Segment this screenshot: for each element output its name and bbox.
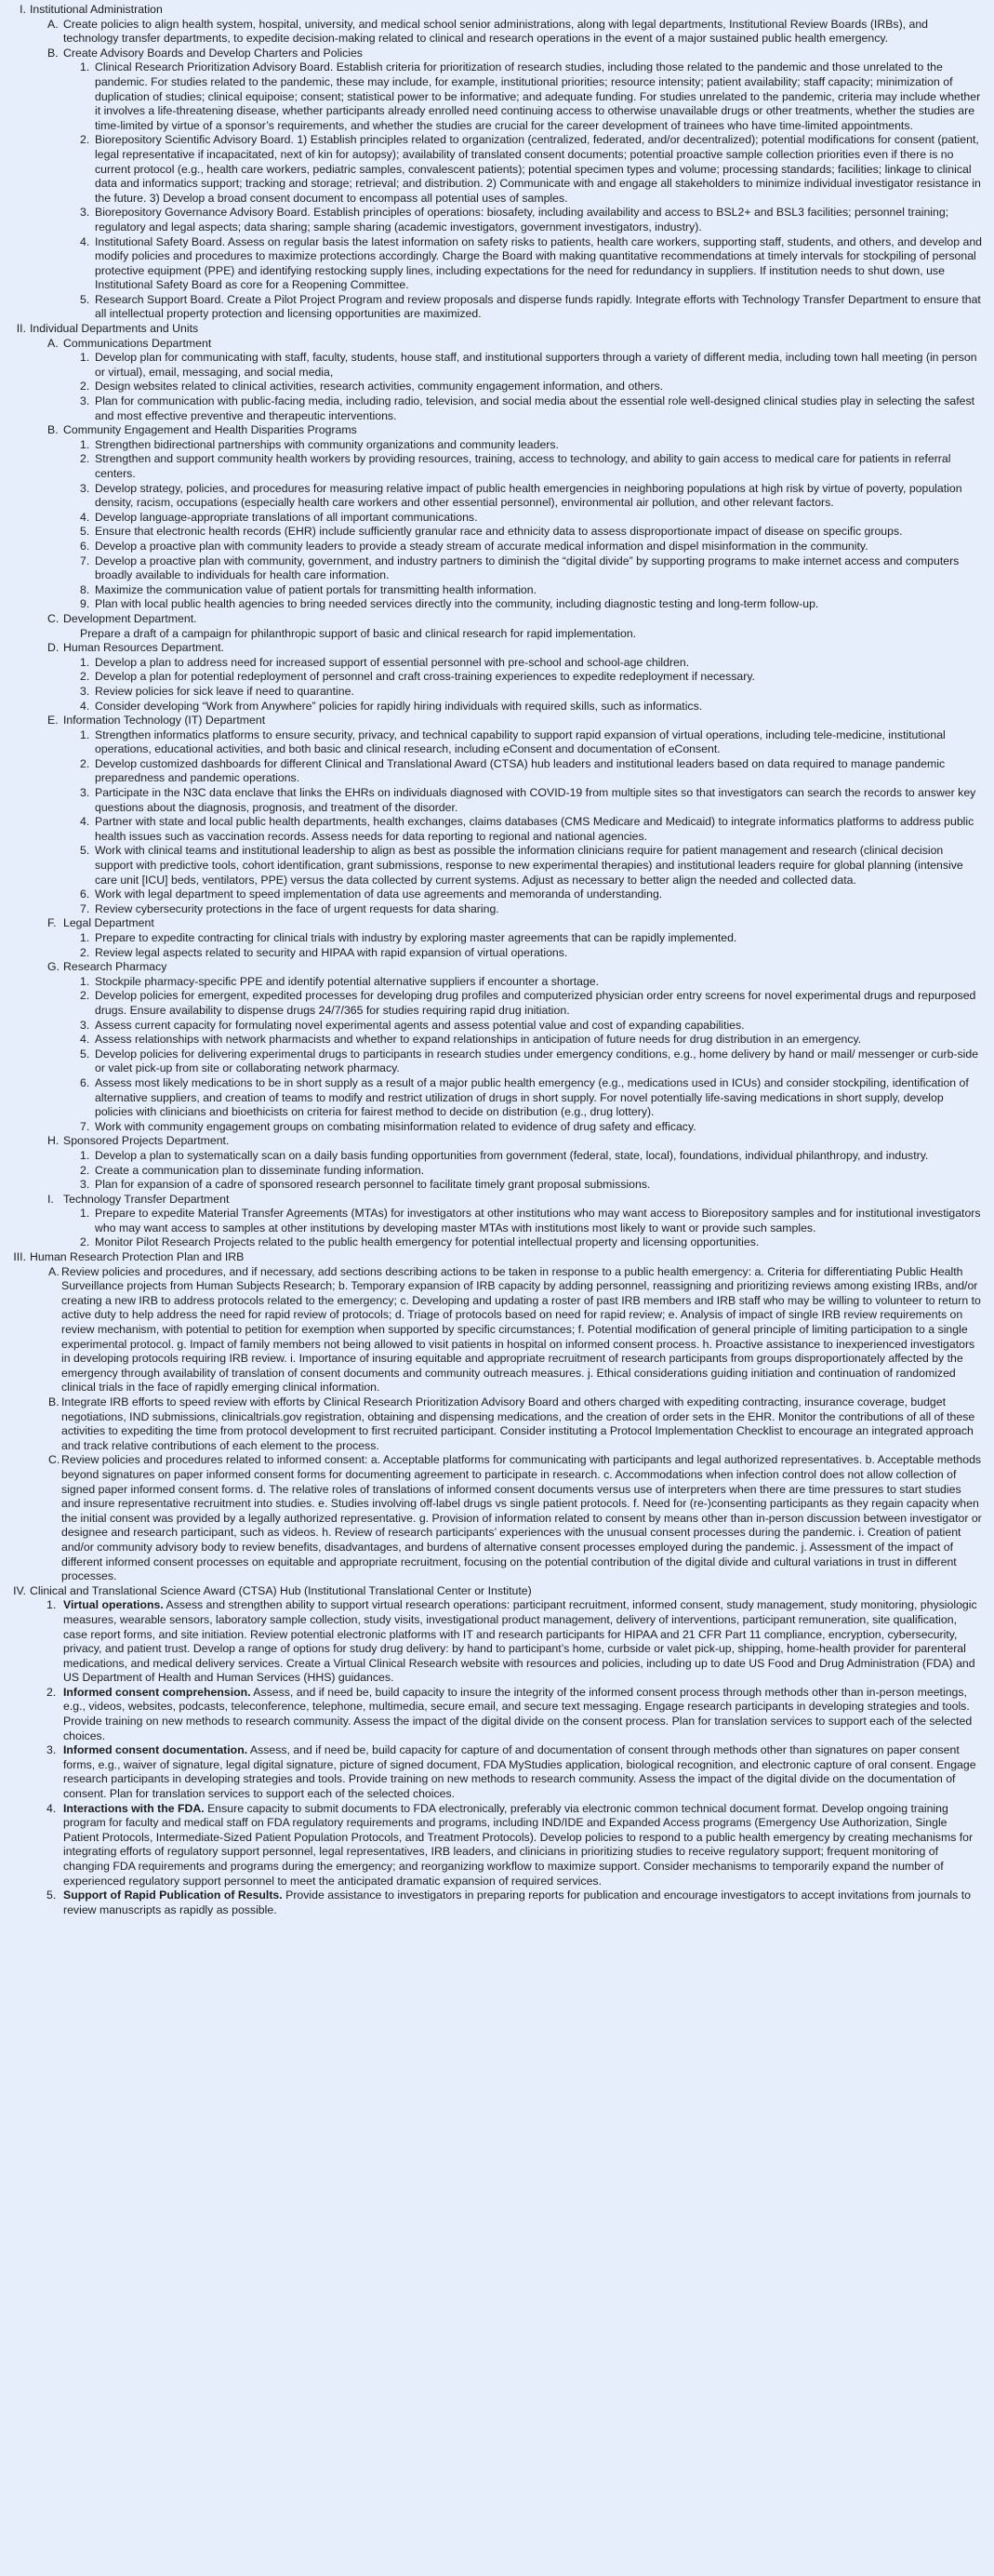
subsection-title: Legal Department [63, 916, 154, 930]
item-text: Develop policies for emergent, expedited processes for developing drug profiles and computerized physician order entry screens for novel experimental drugs and repurposed drugs. Ensure availability to dispense drugs 24/7/365 for studies requiring rapid drug initiation. [95, 989, 976, 1017]
paragraph-marker: C. [48, 1453, 60, 1467]
subsection-marker: B. [47, 46, 59, 60]
item-text: Assess most likely medications to be in short supply as a result of a major public health emergency (e.g., medications used in ICUs) and consider stockpiling, identification of alternative suppliers, and creation of teams to modify and restrict utilization of drugs in short supply. For novel potentially life-saving medications in short supply, develop policies with clinicians and bioethicists on criteria for fairest method to decide on distribution (e.g., drug lottery). [95, 1075, 969, 1119]
item-text: Work with community engagement groups on combating misinformation related to evidence of drug safety and efficacy. [95, 1119, 696, 1133]
item-marker: 4. [80, 234, 90, 248]
list-item [63, 293, 983, 322]
item-marker: 1. [80, 727, 90, 741]
subsection [30, 47, 983, 322]
item-marker: 4. [80, 510, 90, 524]
item-text: Develop language-appropriate translations of all important communications. [95, 510, 478, 524]
item-text: Plan with local public health agencies to bring needed services directly into the community, including diagnostic testing and long-term follow-up. [95, 597, 819, 611]
list-item [63, 685, 983, 700]
section-title: Human Research Protection Plan and IRB [30, 1250, 245, 1264]
item-marker: 1. [46, 1598, 57, 1612]
paragraph-marker: B. [48, 1395, 60, 1408]
item-marker: 1. [80, 931, 90, 944]
subsection-marker: A. [47, 336, 59, 350]
item-text: Develop customized dashboards for different Clinical and Translational Award (CTSA) hub leaders and institutional leaders based on data required to manage pandemic preparedness and pandemic operations. [95, 756, 946, 785]
list-item [63, 235, 983, 293]
item-text: Provide assistance to investigators in preparing reports for publication and encourage investigators to accept invitations from journals to review manuscripts as rapidly as possible. [63, 1889, 971, 1916]
section-marker: II. [16, 322, 26, 336]
subsection-marker: E. [47, 714, 59, 727]
list-item [63, 511, 983, 526]
list-item [63, 351, 983, 380]
item-marker: 5. [46, 1889, 57, 1902]
subsection-marker: F. [47, 916, 57, 930]
list-item [63, 206, 983, 234]
section-ctsa-hub [11, 1584, 983, 1918]
item-marker: 2. [80, 1235, 90, 1249]
item-marker: 5. [80, 292, 90, 306]
item-text: Work with legal department to speed implementation of data use agreements and memoranda of understanding. [95, 888, 663, 901]
list-item [63, 975, 983, 990]
list-item [63, 902, 983, 917]
item-text: Research Support Board. Create a Pilot Project Program and review proposals and disperse funds rapidly. Integrate efforts with Technology Transfer Department to ensure that all intellectual property protection and licensing opportunities are maximized. [95, 292, 981, 321]
list-item [63, 394, 983, 423]
item-marker: 2. [80, 989, 90, 1003]
item-marker: 3. [80, 206, 90, 220]
item-text: Strengthen bidirectional partnerships with community organizations and community leaders. [95, 437, 559, 451]
list-item [63, 815, 983, 844]
list-item [63, 482, 983, 511]
item-text: Assess relationships with network pharmacists and whether to expand relationships in anticipation of future needs for drug distribution in an emergency. [95, 1033, 862, 1047]
list-item [63, 888, 983, 902]
subsection-marker: B. [47, 423, 59, 437]
section-marker: I. [20, 3, 26, 16]
paragraph-item [30, 1265, 983, 1395]
list-item [63, 1235, 983, 1250]
subsection-title: Create Advisory Boards and Develop Charters and Policies [63, 46, 363, 60]
item-marker: 2. [80, 945, 90, 959]
item-text: Develop a plan to systematically scan on a daily basis funding opportunities from government (federal, state, local), foundations, individual philanthropy, and industry. [95, 1148, 929, 1162]
subsection-title: Research Pharmacy [63, 960, 167, 974]
section-individual-departments [11, 322, 983, 1250]
item-text: Review cybersecurity protections in the face of urgent requests for data sharing. [95, 901, 499, 915]
section-marker: IV. [13, 1583, 26, 1597]
subsection-community-engagement [30, 423, 983, 612]
item-lead: Support of Rapid Publication of Results. [63, 1889, 283, 1902]
subsection-sponsored-projects [30, 1134, 983, 1192]
item-text: Develop policies for delivering experimental drugs to participants in research studies under emergency conditions, e.g., home delivery by hand or mail/ messenger or curb-side or valet pick-up from site or collaborating network pharmacy. [95, 1047, 979, 1075]
item-marker: 3. [80, 786, 90, 800]
item-marker: 3. [80, 684, 90, 698]
list-item [63, 1048, 983, 1076]
list-item [63, 1207, 983, 1235]
list-item [63, 989, 983, 1018]
subsection-title: Information Technology (IT) Department [63, 714, 266, 727]
list-item [63, 786, 983, 815]
section-title: Clinical and Translational Science Award (CTSA) Hub (Institutional Translational Center or Institute) [30, 1583, 532, 1597]
list-item [63, 525, 983, 540]
item-text: Plan for expansion of a cadre of sponsored research personnel to facilitate timely grant proposal submissions. [95, 1178, 651, 1192]
item-marker: 4. [46, 1801, 57, 1815]
item-text: Prepare to expedite contracting for clinical trials with industry by exploring master agreements that can be rapidly implemented. [95, 931, 737, 944]
paragraph-text: Review policies and procedures related to informed consent: a. Acceptable platforms for communicating with participants and legal authorized representatives. b. Acceptable methods beyond signatures on paper informed consent forms for documenting agreement to participate in research. c. Accommodations when infection control does not allow collection of signed paper informed consent forms. d. The relative roles of translations of informed consent documents versus use of interpreters when there are time pressures to start studies and insure representative recruitment into studies. e. Studies involving off-label drugs vs single patient protocols. f. Need for (re-)consenting participants as they regain capacity when the initial consent was provided by a legally authorized representative. g. Provision of information related to consent by means other than in-person discussion between investigator or designee and research participant, such as videos. h. Review of research participants’ experiences with the unusual consent processes during the pandemic. i. Creation of patient and/or community advisory body to review benefits, disadvantages, and burdens of alternative consent processes employed during the pandemic. j. Assessment of the impact of different informed consent processes on equitable and appropriate recruitment, focusing on the potential contribution of the digital divide and cultural variations in trust in different processes. [61, 1453, 982, 1583]
subsection-legal [30, 916, 983, 960]
item-marker: 3. [80, 1018, 90, 1032]
subsection-title: Communications Department [63, 336, 212, 350]
subsection-communications [30, 337, 983, 424]
list-item [63, 380, 983, 394]
list-item [63, 1019, 983, 1034]
list-item [63, 554, 983, 583]
subsection-title: Sponsored Projects Department. [63, 1134, 230, 1148]
list-item [63, 597, 983, 612]
subsection-marker: D. [47, 641, 60, 655]
list-item [63, 1120, 983, 1135]
item-marker: 2. [46, 1685, 57, 1699]
item-text: Design websites related to clinical activities, research activities, community engagement information, and others. [95, 380, 664, 394]
item-text: Assess, and if need be, build capacity for capture of and documentation of consent through methods other than signatures on paper consent forms, e.g., waiver of signature, legal digital signature, picture of signed document, FDA MyStudies application, biological recognition, and electronic capture of oral consent. Engage research participants in developing strategies and tools. Provide training on new methods to research community. Assess the impact of the digital divide on the documentation of consent. Plan for translation services to support each of the selected choices. [63, 1743, 976, 1801]
item-text: Ensure capacity to submit documents to FDA electronically, preferably via electronic common technical document format. Develop ongoing training program for faculty and medical staff on FDA regulatory requirements and programs, including IND/IDE and Expanded Access programs (Emergency Use Authorization, Single Patient Protocols, Intermediate-Sized Patient Population Protocols, and Treatment Protocols). Develop policies to respond to a public health emergency by creating mechanisms for integrating efforts of regulatory support personnel, legal representatives, IRB leaders, and clinicians in prioritizing studies to receive regulatory support; frequent monitoring of changing FDA requirements and programs during the emergency; and reorganizing workflow to maximize support. Consider mechanisms to temporarily expand the number of experienced regulatory support personnel to meet the anticipated dramatic expansion of required services. [63, 1801, 974, 1888]
item-marker: 3. [80, 394, 90, 408]
item-marker: 2. [80, 756, 90, 770]
section-title: Individual Departments and Units [30, 322, 199, 336]
list-item [63, 700, 983, 714]
item-text: Work with clinical teams and institutional leadership to align as best as possible the information clinicians require for patient management and research (clinical decision support with predictive tools, cohort identification, grant submissions, response to new experimental therapies) and institutional leaders require for global planning (intensive care unit [ICU] beds, ventilators, PPE) versus the data collected by current systems. Adjust as necessary to better align the needed and collected data. [95, 844, 963, 887]
subsection-marker: G. [47, 960, 60, 974]
item-text: Develop a plan for potential redeployment of personnel and craft cross-training experiences to expedite redeployment if necessary. [95, 670, 755, 684]
section-marker: III. [13, 1250, 26, 1264]
list-item [63, 438, 983, 453]
list-item [63, 1178, 983, 1193]
item-text: Develop a proactive plan with community leaders to provide a steady stream of accurate medical information and dispel misinformation in the community. [95, 539, 868, 553]
item-text: Assess current capacity for formulating novel experimental agents and assess potential value and cost of expanding capabilities. [95, 1018, 745, 1032]
list-item [63, 1033, 983, 1048]
paragraph-text: Integrate IRB efforts to speed review with efforts by Clinical Research Prioritization Advisory Board and others charged with expediting contracting, insurance coverage, budget negotiations, IND submissions, clinicaltrials.gov registration, obtaining and dispensing medications, and the creation of order sets in the EHR. Monitor the contributions of all of these activities to expediting the time from protocol development to first recruited participant. Consider instituting a Protocol Implementation Checklist to encourage an integrated approach and track relative contributions of each element to the process. [61, 1395, 975, 1452]
item-marker: 4. [80, 1033, 90, 1047]
subsection [30, 18, 983, 47]
item-marker: 6. [80, 888, 90, 901]
item-text: Clinical Research Prioritization Advisory Board. Establish criteria for prioritization of research studies, including those related to the pandemic and those unrelated to the pandemic. For studies related to the pandemic, these may include, for example, institutional priorities; resource intensity; patient availability; staff capacity; minimization of duplication of studies; clinical equipoise; consent; statistical power to be informative; and adequate funding. For studies unrelated to the pandemic, criteria may include whether it involves a life-threatening disease, whether participants already enrolled need continuing access to otherwise unavailable drugs or other treatments, whether the studies are time-limited by virtue of a sponsor’s requirements, and whether the studies are crucial for the career development of trainees who have time-limited appointments. [95, 60, 981, 132]
item-marker: 1. [80, 974, 90, 988]
item-text: Assess and strengthen ability to support virtual research operations: participant recruitment, informed consent, study management, study monitoring, physiologic measures, wearable sensors, laboratory sample collection, study visits, investigational product management, delivery of interventions, participant remuneration, site qualification, case report forms, and site initiation. Review potential electronic platforms with IT and research participants for HIPAA and 21 CFR Part 11 compliance, encryption, cybersecurity, privacy, and patient trust. Develop a range of options for study drug delivery: by hand to participant’s home, curbside or valet pick-up, shipping, home-health provider for parenteral medications, and medical delivery services. Create a Virtual Clinical Research website with resources and policies, including up to date US Food and Drug Administration (FDA) and US Department of Health and Human Services (HHS) guidances. [63, 1598, 977, 1685]
section-human-research-protection [11, 1250, 983, 1584]
subsection-title: Technology Transfer Department [63, 1192, 230, 1206]
subsection-marker: A. [47, 17, 59, 31]
subsection-body: Prepare a draft of a campaign for philanthropic support of basic and clinical research for rapid implementation. [80, 626, 637, 640]
item-lead: Virtual operations. [63, 1598, 164, 1612]
list-item [63, 728, 983, 757]
item-marker: 7. [80, 554, 90, 567]
ctsa-item [30, 1686, 983, 1743]
item-marker: 5. [80, 844, 90, 858]
list-item [63, 656, 983, 671]
list-item [63, 931, 983, 946]
list-item [63, 670, 983, 685]
item-marker: 1. [80, 60, 90, 74]
subsection-title: Community Engagement and Health Disparities Programs [63, 423, 357, 437]
list-item [63, 452, 983, 481]
item-marker: 2. [80, 1163, 90, 1177]
item-text: Develop a plan to address need for increased support of essential personnel with pre-school and school-age children. [95, 655, 690, 669]
ctsa-item [30, 1802, 983, 1889]
item-marker: 3. [46, 1743, 57, 1757]
item-text: Maximize the communication value of patient portals for transmitting health information. [95, 582, 537, 596]
item-text: Develop a proactive plan with community, government, and industry partners to diminish the “digital divide” by supporting programs to make internet access and computers broadly available to individuals for health care information. [95, 554, 960, 582]
item-lead: Interactions with the FDA. [63, 1801, 205, 1815]
list-item [63, 946, 983, 961]
item-marker: 7. [80, 1119, 90, 1133]
item-marker: 1. [80, 1207, 90, 1221]
paragraph-marker: A. [48, 1264, 60, 1278]
item-text: Consider developing “Work from Anywhere” policies for rapidly hiring individuals with required skills, such as informatics. [95, 699, 703, 713]
item-text: Plan for communication with public-facing media, including radio, television, and social media about the essential role well-designed clinical studies play in selecting the safest and most effective preventive and therapeutic interventions. [95, 394, 975, 422]
item-marker: 1. [80, 351, 90, 365]
list-item [63, 540, 983, 554]
list-item [63, 133, 983, 206]
paragraph-item [30, 1395, 983, 1453]
item-lead: Informed consent comprehension. [63, 1685, 251, 1699]
list-item [63, 1076, 983, 1120]
item-marker: 6. [80, 1075, 90, 1089]
item-marker: 6. [80, 539, 90, 553]
ctsa-item [30, 1889, 983, 1917]
subsection-research-pharmacy [30, 960, 983, 1134]
subsection-technology-transfer [30, 1193, 983, 1250]
item-marker: 5. [80, 1047, 90, 1061]
item-marker: 3. [80, 1178, 90, 1192]
list-item [63, 583, 983, 598]
item-text: Ensure that electronic health records (EHR) include sufficiently granular race and ethnicity data to assess disproportionate impact of disease on specific groups. [95, 525, 903, 539]
subsection-marker: I. [47, 1192, 54, 1206]
item-text: Participate in the N3C data enclave that links the EHRs on individuals diagnosed with COVID-19 from multiple sites so that investigators can search the records to answer key questions about the diagnosis, prognosis, and treatment of the disorder. [95, 786, 976, 814]
item-marker: 1. [80, 1148, 90, 1162]
item-text: Develop plan for communicating with staff, faculty, students, house staff, and institutional supporters through a variety of different media, including town hall meeting (in person or virtual), email, messaging, and social media, [95, 351, 977, 379]
item-marker: 7. [80, 901, 90, 915]
item-lead: Informed consent documentation. [63, 1743, 248, 1757]
section-institutional-administration [11, 3, 983, 322]
item-marker: 3. [80, 481, 90, 495]
list-item [63, 1149, 983, 1164]
subsection-marker: H. [47, 1134, 60, 1148]
subsection-title: Create policies to align health system, hospital, university, and medical school senior administrations, along with legal departments, Institutional Review Boards (IRBs), and technology transfer departments, to expedite decision-making related to clinical and research operations in the event of a major sustained public health emergency. [63, 17, 929, 46]
item-marker: 1. [80, 655, 90, 669]
item-marker: 4. [80, 699, 90, 713]
item-marker: 2. [80, 670, 90, 684]
subsection-human-resources [30, 641, 983, 714]
ctsa-item [30, 1743, 983, 1801]
list-item [63, 60, 983, 133]
item-text: Biorepository Scientific Advisory Board. 1) Establish principles related to organization (centralized, federated, and/or decentralized); potential modifications for consent (patient, legal representative if incapacitated, next of kin for autopsy); availability of translated consent documents; potential proactive sample collection priorities even if there is no current protocol (e.g., health care workers, pediatric samples, convalescent patients); potential specimen types and volume; processing standards; facilities; linkage to clinical data and informatics support; tracking and storage; retrieval; and distribution. 2) Communicate with and engage all stakeholders to minimize individual investigator resistance in the future. 3) Develop a broad consent document to encompass all potential uses of samples. [95, 133, 981, 205]
item-text: Review policies for sick leave if need to quarantine. [95, 684, 354, 698]
item-marker: 4. [80, 815, 90, 829]
item-text: Assess, and if need be, build capacity to insure the integrity of the informed consent process through methods other than in-person meetings, e.g., videos, websites, podcasts, teleconference, telephone, multimedia, secure email, and secure text messaging. Engage research participants in developing strategies and tools. Provide training on new methods to research community. Assess the impact of the digital divide on the consent process. Plan for translation services to support each of the selected choices. [63, 1685, 973, 1742]
subsection-title: Development Department. [63, 611, 197, 625]
list-item [63, 844, 983, 888]
item-text: Develop strategy, policies, and procedures for measuring relative impact of public health emergencies in neighboring populations at high risk by virtue of poverty, population density, racism, occupations (especially health care workers and other essential personnel), environmental air pollution, and other relevant factors. [95, 481, 962, 510]
item-marker: 1. [80, 437, 90, 451]
item-marker: 9. [80, 597, 90, 611]
item-marker: 8. [80, 582, 90, 596]
item-text: Strengthen and support community health workers by providing resources, training, access to technology, and ability to gain access to medical care for patients in referral centers. [95, 452, 951, 480]
list-item [63, 757, 983, 786]
item-marker: 2. [80, 133, 90, 147]
list-item [63, 1164, 983, 1179]
item-marker: 5. [80, 525, 90, 539]
paragraph-item [30, 1453, 983, 1583]
item-text: Partner with state and local public health departments, health exchanges, claims databases (CMS Medicare and Medicaid) to integrate informatics platforms to address public health issues such as vaccination records. Assess needs for data reporting to regional and national agencies. [95, 815, 974, 843]
section-title: Institutional Administration [30, 3, 163, 16]
subsection-development [30, 612, 983, 641]
paragraph-text: Review policies and procedures, and if necessary, add sections describing actions to be taken in response to a public health emergency: a. Criteria for differentiating Public Health Surveillance projects from Human Subjects Research; b. Temporary expansion of IRB capacity by adding personnel, reassigning and prioritizing reviews among existing IRBs, and/or creating a new IRB to address protocols related to the emergency; c. Developing and updating a roster of past IRB members and IRB staff who may be willing to volunteer to return to active duty to help address the need for rapid review of protocols; d. Triage of protocols based on need for rapid review; e. Analysis of impact of single IRB review requirements on review mechanism, with potential to petition for exemption when supported by specific circumstances; f. Potential modification of general principle of limiting participation to a single experimental protocol. g. Impact of family members not being allowed to visit patients in hospital on informed consent process. h. Proactive assistance to inexperienced investigators in developing protocols requiring IRB review. i. Importance of insuring equitable and appropriate recruitment of research participants from groups disproportionately affected by the emergency through availability of translation of consent documents and community outreach measures. j. Ethical considerations guiding initiation and continuation of randomized clinical trials in the face of rapidly emerging clinical information. [61, 1264, 981, 1395]
item-text: Review legal aspects related to security and HIPAA with rapid expansion of virtual operations. [95, 945, 568, 959]
subsection-information-technology [30, 714, 983, 916]
item-marker: 2. [80, 452, 90, 466]
ctsa-item [30, 1598, 983, 1686]
item-text: Create a communication plan to disseminate funding information. [95, 1163, 425, 1177]
item-text: Institutional Safety Board. Assess on regular basis the latest information on safety risks to patients, health care workers, supporting staff, students, and others, and develop and modify policies and procedures to maximize protections accordingly. Charge the Board with making quantitative recommendations at timely intervals for stockpiling of personal protective equipment (PPE) and identifying restocking supply lines, including expectations for the need for redundancy in suppliers. If institution needs to shut down, use Institutional Safety Board as core for a Reopening Committee. [95, 234, 983, 292]
subsection-marker: C. [47, 611, 60, 625]
item-text: Stockpile pharmacy-specific PPE and identify potential alternative suppliers if encounter a shortage. [95, 974, 600, 988]
item-text: Strengthen informatics platforms to ensure security, privacy, and technical capability to support rapid expansion of virtual operations, including tele-medicine, institutional operations, educational activities, and both basic and clinical research, including eConsent and documentation of eConsent. [95, 727, 946, 756]
item-marker: 2. [80, 380, 90, 394]
subsection-title: Human Resources Department. [63, 641, 224, 655]
item-text: Biorepository Governance Advisory Board. Establish principles of operations: biosafety, including availability and access to BSL2+ and BSL3 facilities; personnel training; regulatory and legal aspects; data sharing; sample sharing (academic investigators, government investigators, industry). [95, 206, 949, 234]
item-text: Prepare to expedite Material Transfer Agreements (MTAs) for investigators at other institutions who may want access to Biorepository samples and for institutional investigators who may want access to samples at other institutions by developing master MTAs with institutions most likely to want or provide such samples. [95, 1207, 981, 1235]
item-text: Monitor Pilot Research Projects related to the public health emergency for potential intellectual property and licensing opportunities. [95, 1235, 760, 1249]
